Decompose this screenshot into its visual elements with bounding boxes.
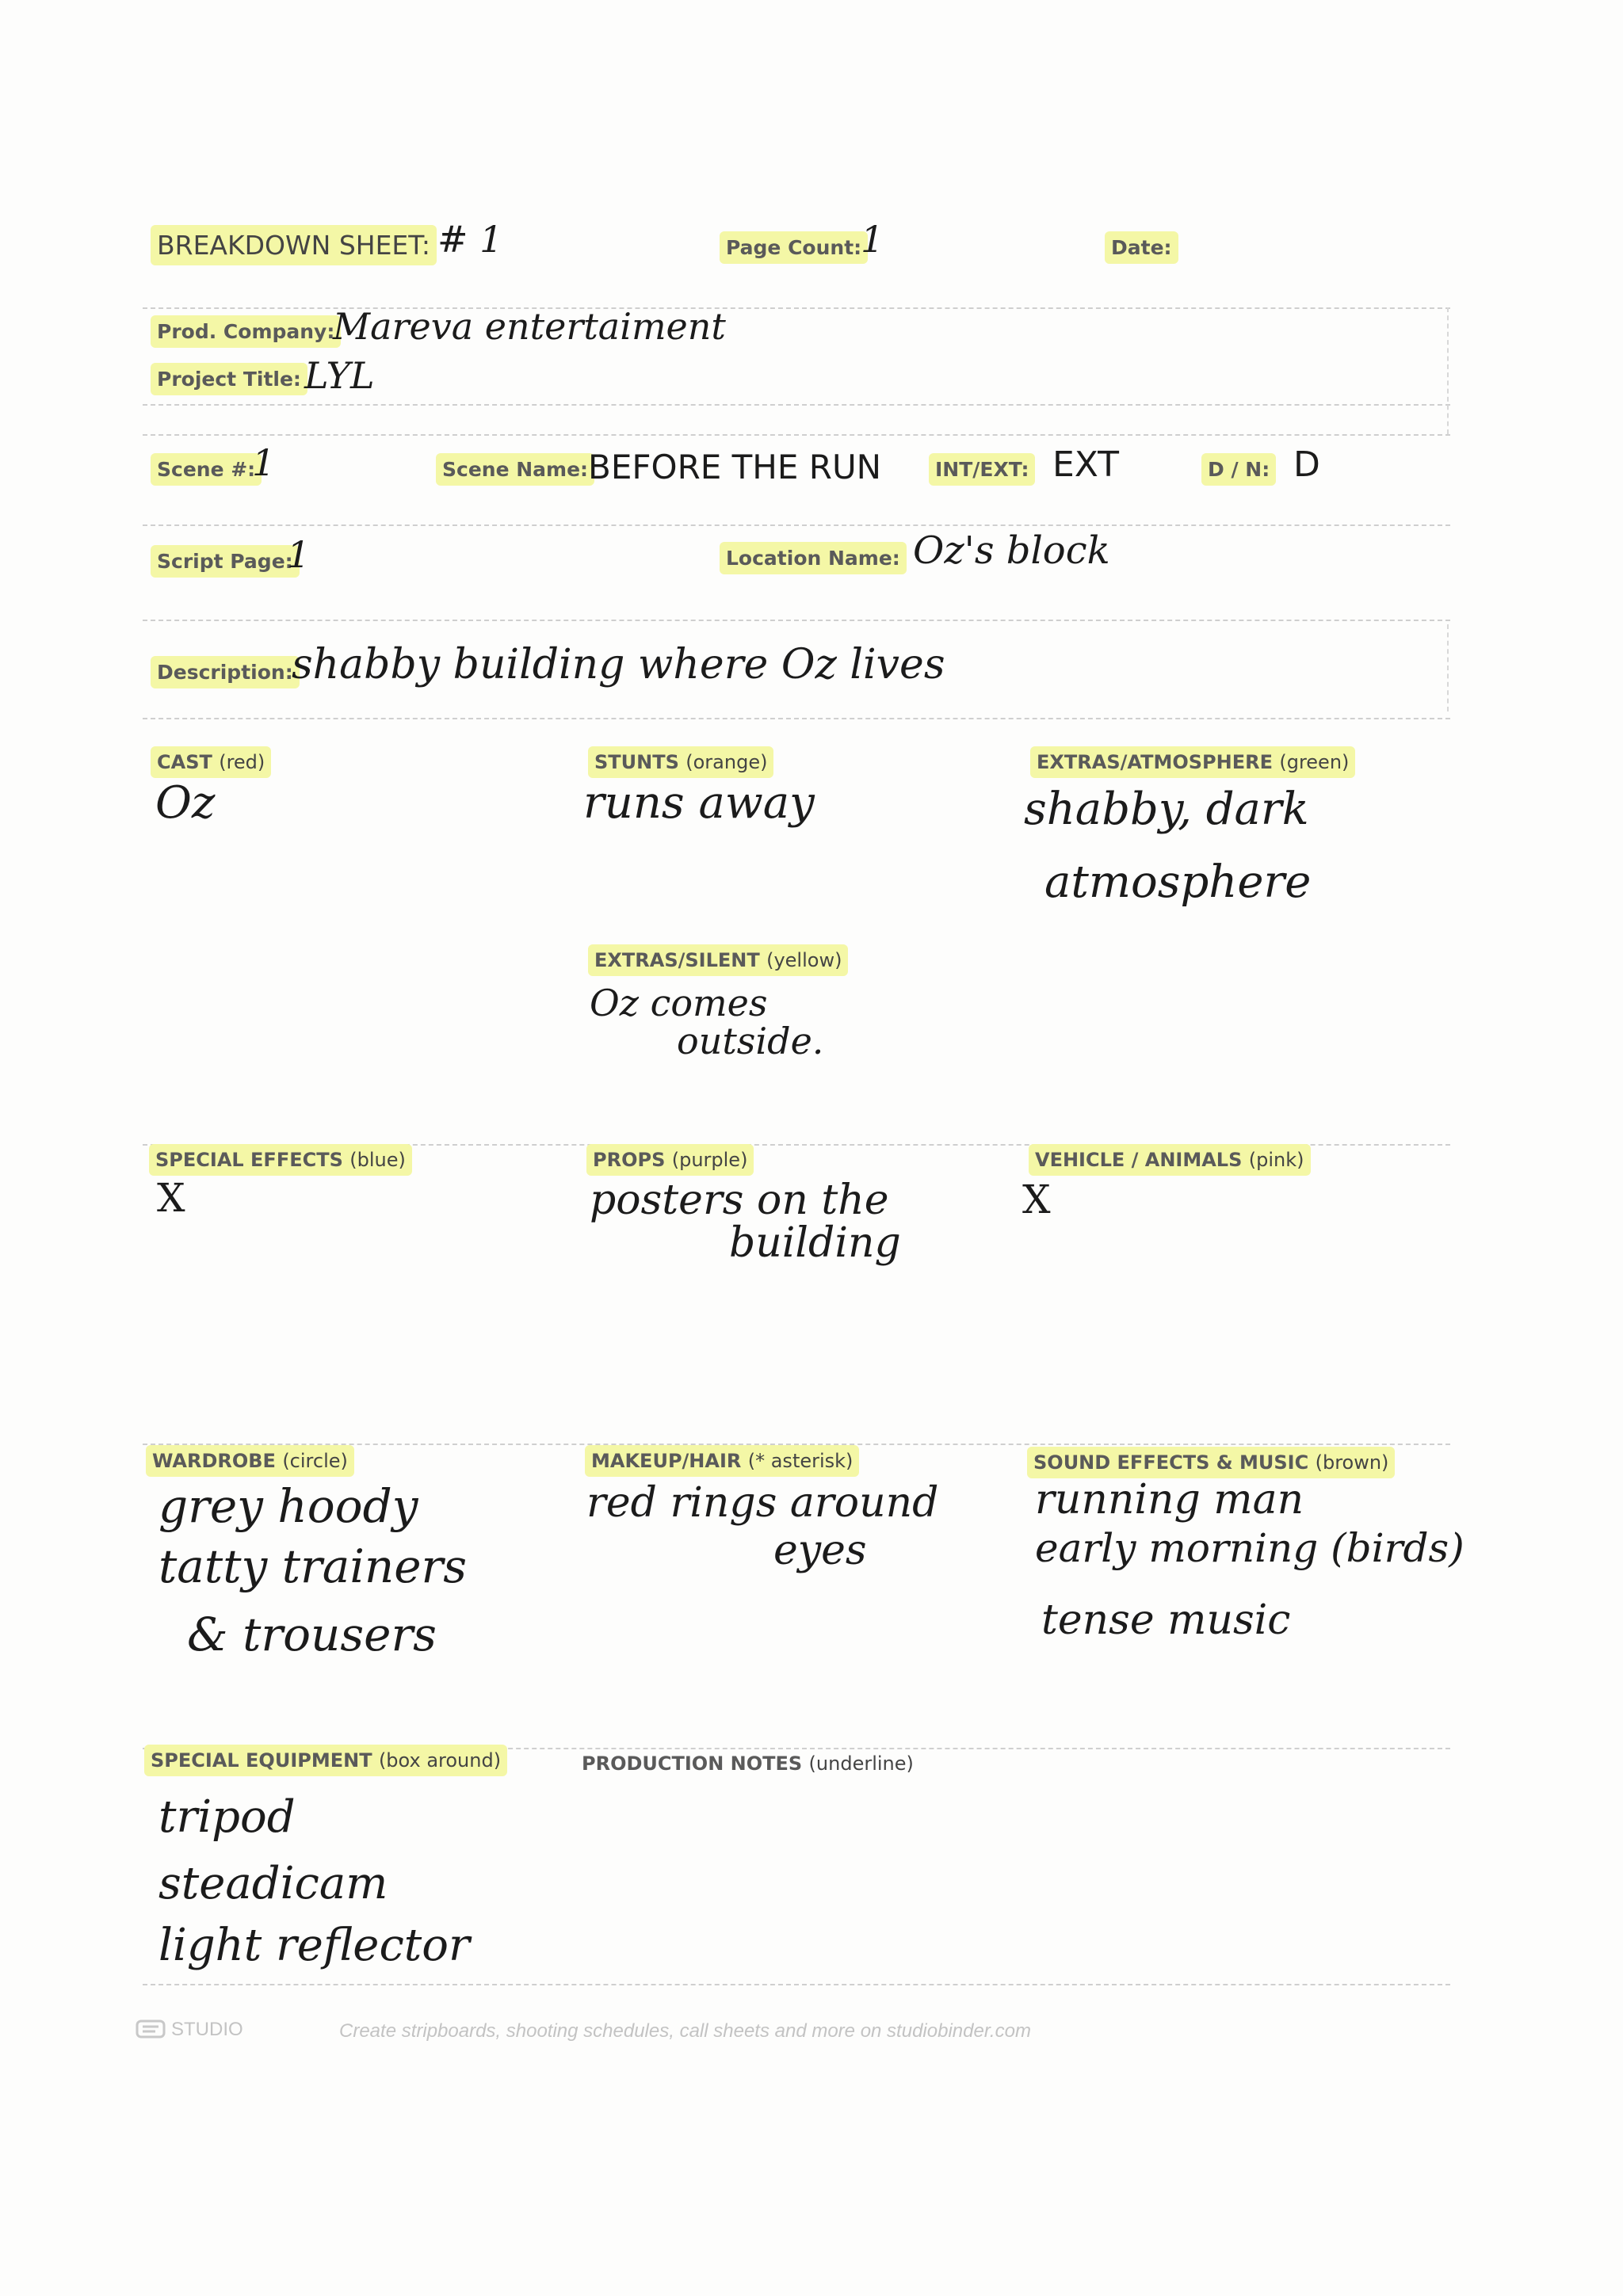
day-night-label: D / N: <box>1201 458 1276 481</box>
page-count-value: 1 <box>861 218 884 261</box>
vehicle-animals-entry: X <box>1022 1177 1051 1222</box>
script-page-value: 1 <box>287 533 311 576</box>
date-label: Date: <box>1105 236 1178 259</box>
sound-music-label: SOUND EFFECTS & MUSIC (brown) <box>1027 1451 1395 1474</box>
project-title-label: Project Title: <box>151 368 307 391</box>
divider <box>143 620 1450 621</box>
props-line-2: building <box>729 1219 901 1267</box>
special-equipment-label: SPECIAL EQUIPMENT (box around) <box>144 1749 507 1772</box>
special-equipment-line-2: steadicam <box>158 1858 388 1909</box>
extras-silent-label: EXTRAS/SILENT (yellow) <box>588 949 848 971</box>
scene-name-value: BEFORE THE RUN <box>588 448 882 486</box>
extras-atmosphere-line-1: shabby, dark <box>1024 784 1309 835</box>
wardrobe-line-2: tatty trainers <box>158 1539 468 1593</box>
stunts-entry: runs away <box>583 777 815 829</box>
divider <box>143 718 1450 719</box>
int-ext-value: EXT <box>1052 444 1120 485</box>
scene-number-value: 1 <box>252 441 276 484</box>
production-notes-label: PRODUCTION NOTES (underline) <box>582 1753 914 1775</box>
prod-company-value: Mareva entertaiment <box>333 305 726 348</box>
makeup-hair-label: MAKEUP/HAIR (* asterisk) <box>585 1450 859 1472</box>
scene-number-label: Scene #: <box>151 458 262 481</box>
cast-entry: Oz <box>155 777 216 829</box>
divider <box>143 404 1450 406</box>
props-line-1: posters on the <box>590 1177 889 1224</box>
sound-music-line-3: tense music <box>1041 1596 1291 1644</box>
location-name-label: Location Name: <box>720 547 907 570</box>
sound-music-line-2: early morning (birds) <box>1035 1525 1465 1571</box>
special-equipment-line-1: tripod <box>158 1791 296 1843</box>
breakdown-sheet-label: BREAKDOWN SHEET: <box>151 230 437 261</box>
makeup-hair-line-2: eyes <box>773 1527 867 1574</box>
scene-name-label: Scene Name: <box>436 458 594 481</box>
props-label: PROPS (purple) <box>586 1149 754 1171</box>
description-label: Description: <box>151 661 300 684</box>
special-effects-label: SPECIAL EFFECTS (blue) <box>149 1149 412 1171</box>
extras-atmosphere-line-2: atmosphere <box>1044 856 1312 908</box>
wardrobe-line-3: & trousers <box>187 1608 437 1661</box>
vehicle-animals-label: VEHICLE / ANIMALS (pink) <box>1029 1149 1311 1171</box>
divider <box>143 434 1450 436</box>
description-value: shabby building where Oz lives <box>292 641 945 688</box>
stunts-label: STUNTS (orange) <box>588 751 773 773</box>
script-page-label: Script Page: <box>151 550 300 573</box>
wardrobe-label: WARDROBE (circle) <box>146 1450 354 1472</box>
special-equipment-line-3: light reflector <box>158 1920 470 1971</box>
footer-tagline: Create stripboards, shooting schedules, call sheets and more on studiobinder.com <box>339 2020 1031 2042</box>
extras-atmosphere-label: EXTRAS/ATMOSPHERE (green) <box>1030 751 1355 773</box>
extras-silent-line-2: outside. <box>677 1020 824 1062</box>
studio-logo-icon <box>135 2019 166 2041</box>
prod-company-label: Prod. Company: <box>151 320 341 343</box>
divider <box>1447 624 1449 711</box>
breakdown-sheet-number: # 1 <box>437 218 503 261</box>
cast-label: CAST (red) <box>151 751 271 773</box>
int-ext-label: INT/EXT: <box>929 458 1035 481</box>
extras-silent-line-1: Oz comes <box>590 982 768 1024</box>
wardrobe-line-1: grey hoody <box>158 1479 418 1533</box>
divider <box>143 1984 1450 1985</box>
makeup-hair-line-1: red rings around <box>586 1479 939 1527</box>
special-effects-entry: X <box>157 1175 185 1221</box>
footer-logo-text: STUDIO <box>171 2019 243 2040</box>
divider <box>143 524 1450 526</box>
divider <box>1447 307 1449 434</box>
location-name-value: Oz's block <box>913 528 1110 573</box>
day-night-value: D <box>1293 444 1320 485</box>
project-title-value: LYL <box>304 354 375 397</box>
page-count-label: Page Count: <box>720 236 868 259</box>
sound-music-line-1: running man <box>1035 1476 1304 1524</box>
